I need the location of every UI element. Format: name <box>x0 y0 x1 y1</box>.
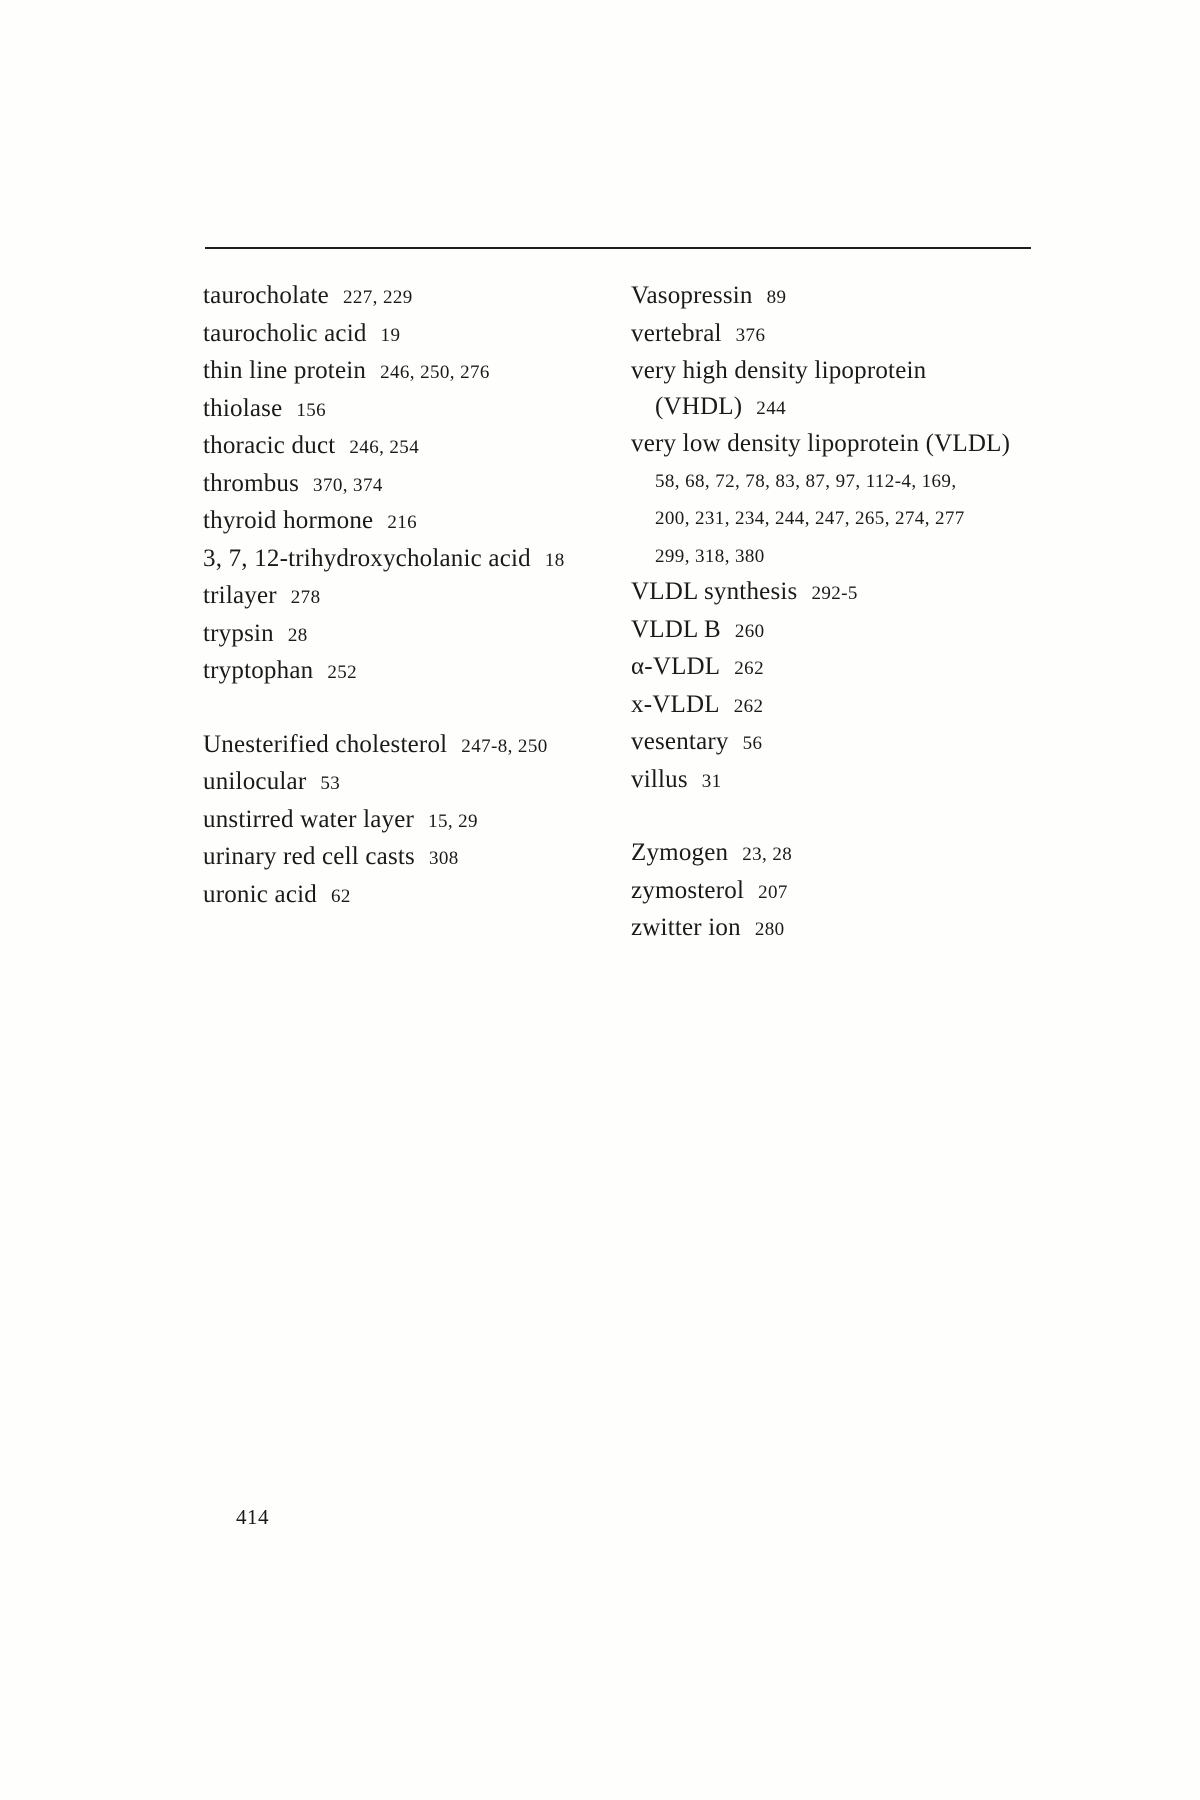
entry-pages: 370, 374 <box>313 474 383 496</box>
entry-term: taurocholic acid <box>203 319 367 347</box>
entry-pages: 280 <box>754 919 785 940</box>
section-gap <box>631 799 1051 835</box>
index-entry <box>203 653 623 691</box>
index-entry <box>631 687 1051 725</box>
entry-term: (VHDL) <box>655 392 743 420</box>
entry-pages: 246, 254 <box>349 437 420 458</box>
entry-pages: 227, 229 <box>342 287 413 308</box>
entry-term: very high density lipoprotein <box>631 357 927 384</box>
entry-term: thiolase <box>203 394 283 422</box>
entry-pages: 15, 29 <box>428 810 478 832</box>
index-entry <box>203 578 623 616</box>
index-entry <box>203 503 623 541</box>
entry-pages: 53 <box>320 773 341 794</box>
entry-pages: 207 <box>758 881 788 903</box>
entry-term: VLDL synthesis <box>631 578 798 605</box>
entry-term: taurocholate <box>203 282 329 309</box>
index-column-right <box>631 278 1051 948</box>
entry-term: trilayer <box>203 582 277 609</box>
entry-pages: 278 <box>290 587 321 608</box>
index-entry <box>203 616 623 654</box>
entry-term: thoracic duct <box>203 432 336 459</box>
entry-pages: 244 <box>756 397 786 419</box>
section-gap <box>203 691 623 727</box>
entry-pages: 252 <box>327 662 358 683</box>
index-entry <box>631 762 1051 800</box>
entry-term: urinary red cell casts <box>203 843 415 870</box>
index-entry <box>631 353 1051 389</box>
index-entry <box>631 316 1051 354</box>
index-entry <box>203 278 623 316</box>
entry-pages: 18 <box>544 549 565 571</box>
entry-pages: 376 <box>735 324 766 346</box>
entry-term: 3, 7, 12-trihydroxycholanic acid <box>203 544 531 572</box>
index-entry <box>203 316 623 354</box>
entry-term: thrombus <box>203 469 300 497</box>
index-entry <box>203 541 623 579</box>
page-number: 414 <box>236 1505 269 1529</box>
entry-term: α-VLDL <box>631 653 721 680</box>
entry-pages: 31 <box>701 770 722 792</box>
index-entry <box>203 727 623 765</box>
index-entry-pages-continued <box>631 499 1051 537</box>
entry-term: vesentary <box>631 728 729 755</box>
entry-pages: 299, 318, 380 <box>655 545 765 567</box>
entry-pages: 56 <box>742 733 763 754</box>
index-entry <box>631 910 1051 948</box>
entry-term: vertebral <box>631 319 722 347</box>
index-entry <box>631 724 1051 762</box>
header-rule <box>205 247 1031 249</box>
index-entry <box>203 764 623 802</box>
entry-term: thin line protein <box>203 357 367 384</box>
entry-term: uronic acid <box>203 880 317 908</box>
entry-pages: 292-5 <box>811 583 858 604</box>
entry-term: unstirred water layer <box>203 805 415 833</box>
entry-term: very low density lipoprotein (VLDL) <box>631 430 1011 457</box>
index-entry-pages-continued <box>631 462 1051 500</box>
entry-term: Zymogen <box>631 839 729 866</box>
entry-pages: 23, 28 <box>742 844 793 865</box>
index-entry <box>631 278 1051 316</box>
entry-term: x-VLDL <box>631 690 720 718</box>
index-entry <box>631 649 1051 687</box>
index-entry <box>203 466 623 504</box>
index-entry <box>203 428 623 466</box>
entry-term: zwitter ion <box>631 914 741 941</box>
entry-pages: 262 <box>734 658 764 679</box>
index-entry <box>203 877 623 915</box>
index-entry-pages-continued <box>631 537 1051 575</box>
index-entry <box>631 612 1051 650</box>
index-entry-continued <box>631 389 1051 427</box>
entry-term: Vasopressin <box>631 282 753 309</box>
entry-term: tryptophan <box>203 657 314 684</box>
entry-term: trypsin <box>203 619 274 647</box>
index-entry <box>203 353 623 391</box>
entry-pages: 260 <box>734 620 765 642</box>
index-entry <box>203 391 623 429</box>
index-entry <box>203 802 623 840</box>
entry-pages: 19 <box>380 324 401 346</box>
entry-pages: 200, 231, 234, 244, 247, 265, 274, 277 <box>655 508 965 529</box>
entry-pages: 28 <box>287 624 308 646</box>
entry-term: unilocular <box>203 768 307 795</box>
index-entry <box>203 839 623 877</box>
entry-pages: 89 <box>766 287 787 308</box>
entry-term: Unesterified cholesterol <box>203 730 448 758</box>
entry-pages: 62 <box>330 885 351 907</box>
entry-pages: 246, 250, 276 <box>380 362 490 383</box>
index-entry <box>631 873 1051 911</box>
index-column-left <box>203 278 623 914</box>
entry-pages: 262 <box>733 695 764 717</box>
index-entry <box>631 835 1051 873</box>
entry-pages: 247-8, 250 <box>461 735 548 757</box>
index-entry <box>631 574 1051 612</box>
entry-pages: 58, 68, 72, 78, 83, 87, 97, 112-4, 169, <box>655 470 957 492</box>
entry-pages: 216 <box>387 512 418 533</box>
entry-term: zymosterol <box>631 876 745 904</box>
entry-term: VLDL B <box>631 615 721 643</box>
entry-pages: 308 <box>428 848 459 869</box>
index-entry <box>631 426 1051 462</box>
entry-term: villus <box>631 765 688 793</box>
entry-pages: 156 <box>296 399 327 421</box>
entry-term: thyroid hormone <box>203 507 374 534</box>
